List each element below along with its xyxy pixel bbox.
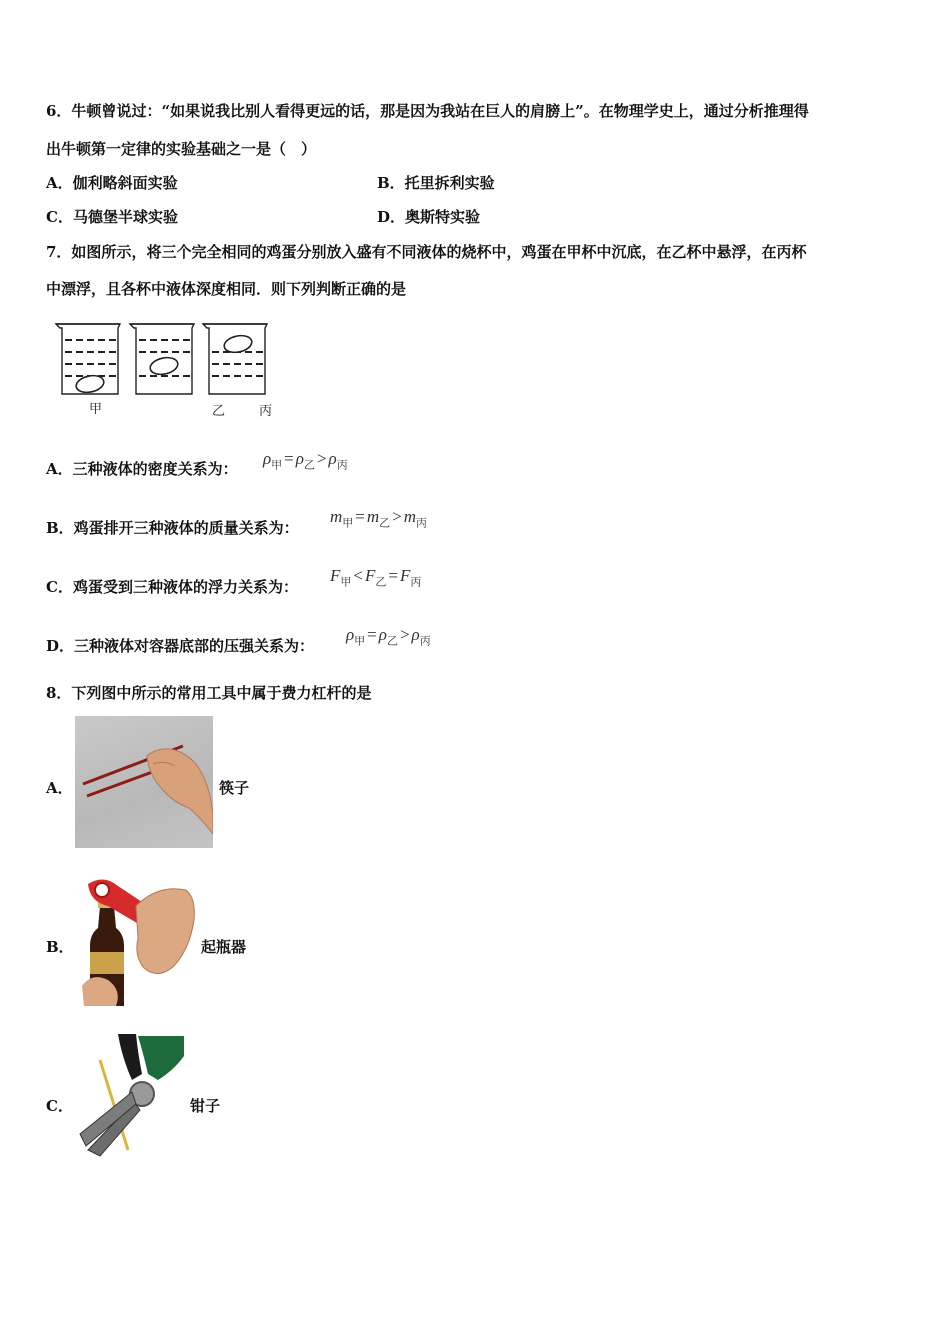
q7-option-c-formula: $F_甲 < F_乙 = F_丙$ [330,566,422,589]
q6-stem-line1: 6．牛顿曾说过：“如果说我比别人看得更远的话，那是因为我站在巨人的肩膀上”。在物理学史上，通过分析推理得 [46,102,809,120]
q7-option-d-formula: $\rho_甲 = \rho_乙 > \rho_丙$ [346,625,431,648]
q8-option-a-label: 筷子 [219,779,250,797]
q8-stem: 8．下列图中所示的常用工具中属于费力杠杆的是 [46,684,372,702]
hand-icon [136,889,194,974]
pliers-image [78,1034,186,1158]
q8-option-b-letter: B． [46,938,74,956]
q7-option-c: C．鸡蛋受到三种液体的浮力关系为： [46,578,298,596]
q8-option-a-letter: A． [46,779,73,797]
beakers-figure [52,318,282,418]
q6-option-a: A．伽利略斜面实验 [46,174,178,192]
hand-icon [147,749,213,834]
q7-option-a: A．三种液体的密度关系为： [46,460,238,478]
q6-option-b: B．托里拆利实验 [377,174,495,192]
q7-stem-line1: 7．如图所示，将三个完全相同的鸡蛋分别放入盛有不同液体的烧杯中，鸡蛋在甲杯中沉底，在乙杯中悬浮，在丙杯 [46,243,807,261]
beaker-label-yi: 乙 [212,404,226,419]
q7-option-a-formula: $\rho_甲 = \rho_乙 > \rho_丙$ [263,449,348,472]
bottle-opener-image [78,876,196,1006]
q8-option-c-label: 钳子 [190,1097,221,1115]
q7-option-b-formula: $m_甲 = m_乙 > m_丙$ [330,507,428,530]
beaker-bing [203,324,267,394]
q7-stem-line2: 中漂浮，且各杯中液体深度相同．则下列判断正确的是 [46,280,407,298]
egg-yi [149,355,180,376]
chopsticks-image [75,716,213,848]
q7-option-b: B．鸡蛋排开三种液体的质量关系为： [46,519,299,537]
q8-option-b-label: 起瓶器 [201,938,247,956]
beaker-label-jia: 甲 [89,402,103,417]
pliers-icon [80,1034,184,1156]
q7-option-d: D．三种液体对容器底部的压强关系为： [46,637,315,655]
q6-option-c: C．马德堡半球实验 [46,208,178,226]
q8-option-c-letter: C． [46,1097,73,1115]
beaker-label-bing: 丙 [259,404,273,419]
q6-stem-line2: 出牛顿第一定律的实验基础之一是（ ） [46,140,317,158]
q6-option-d: D．奥斯特实验 [377,208,481,226]
